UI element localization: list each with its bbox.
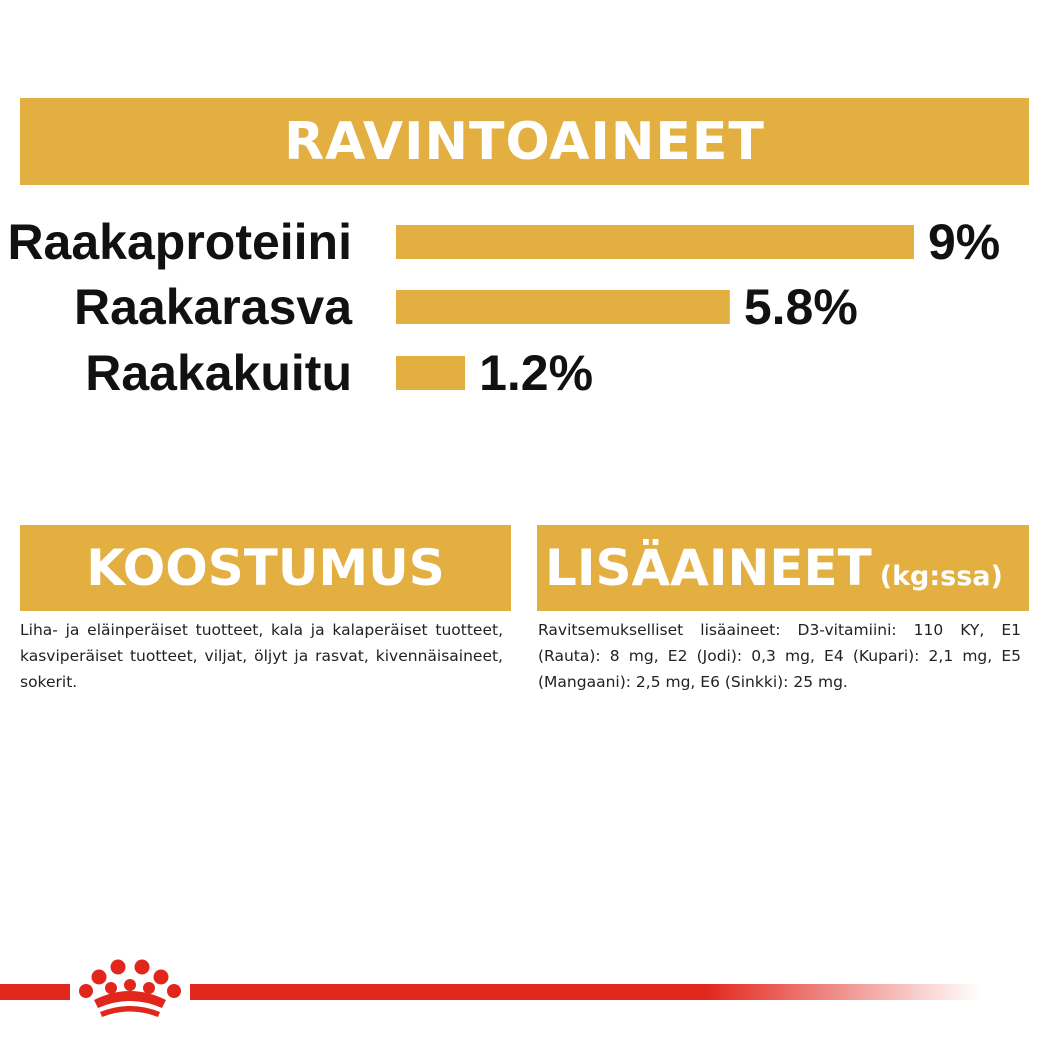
nutrient-value-0: 9% (928, 214, 1001, 270)
additives-unit: (kg:ssa) (879, 561, 1003, 592)
nutrient-bar-2 (396, 356, 465, 390)
crown-logo-icon (72, 958, 188, 1022)
footer-stripe-right (190, 984, 980, 1000)
composition-title: KOOSTUMUS (86, 539, 445, 597)
nutrient-bar-1 (396, 290, 730, 324)
nutrient-label-0: Raakaproteiini (7, 214, 352, 270)
footer-stripe-left (0, 984, 70, 1000)
nutrient-value-2: 1.2% (479, 345, 594, 401)
composition-banner (20, 525, 511, 611)
additives-title: LISÄAINEET (545, 539, 872, 597)
nutrient-label-1: Raakarasva (73, 279, 352, 335)
nutrients-title: RAVINTOAINEET (284, 111, 765, 172)
composition-text: Liha- ja eläinperäiset tuotteet, kala ja kalaperäiset tuotteet, kasviperäiset tuotteet, viljat, öljyt ja rasvat, kivennäisaineet, sokerit. (20, 621, 503, 691)
nutrient-bar-0 (396, 225, 914, 259)
nutrient-value-1: 5.8% (743, 279, 858, 335)
additives-banner (537, 525, 1029, 611)
additives-text: Ravitsemukselliset lisäaineet: D3-vitamiini: 110 KY, E1 (Rauta): 8 mg, E2 (Jodi): 0,3 mg, E4 (Kupari): 2,1 mg, E5 (Mangaani): 2,5 mg, E6 (Sinkki): 25 mg. (538, 621, 1021, 691)
nutrient-label-2: Raakakuitu (85, 345, 352, 401)
nutrients-bar-chart (0, 200, 1049, 410)
nutrients-banner (20, 98, 1029, 185)
